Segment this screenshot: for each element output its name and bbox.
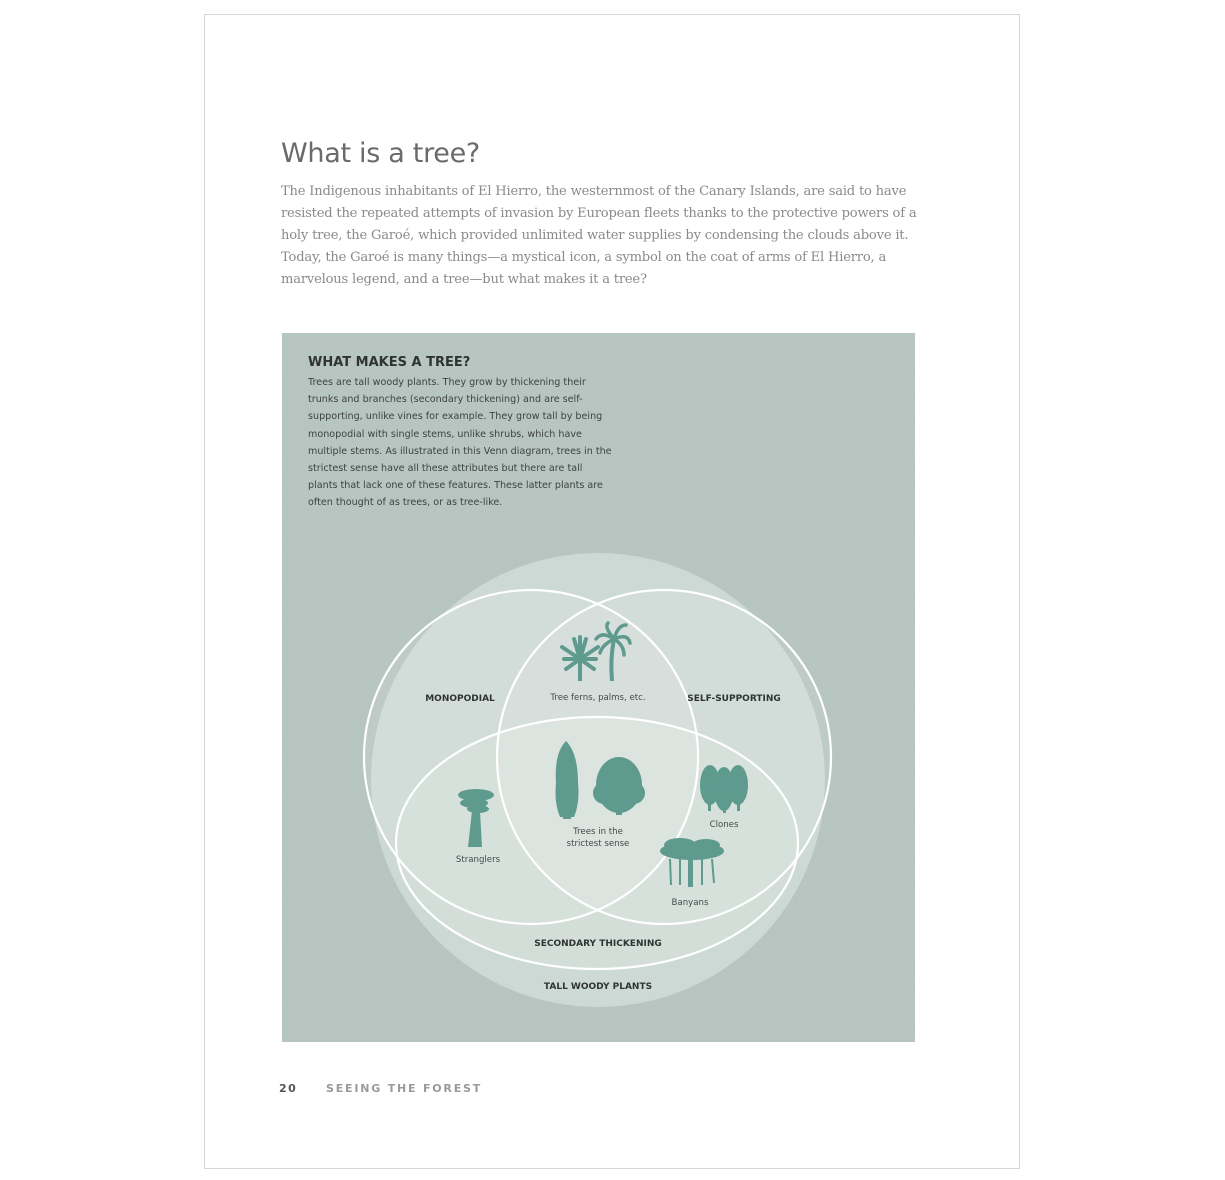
caption-strict-trees-line1: Trees in the [573, 827, 623, 837]
self-supporting-circle [497, 590, 831, 924]
figure-description: Trees are tall woody plants. They grow by thickening their trunks and branches (secondary thickening) and are self-supporting, unlike vines for example. They grow tall by being monopodial with single stems, unlike shrubs, which have multiple stems. As illustrated in this Venn diagram, trees in the strictest sense have all these attributes but there are tall plants that lack one of these features. These latter plants are often thought of as trees, or as tree-like. [308, 377, 612, 509]
page-title: What is a tree? [281, 138, 480, 169]
caption-tree-ferns-palms: Tree ferns, palms, etc. [550, 693, 646, 703]
label-tall-woody-plants: TALL WOODY PLANTS [543, 982, 653, 992]
running-footer: SEEING THE FOREST [326, 1082, 483, 1095]
label-monopodial: MONOPODIAL [425, 694, 495, 704]
caption-strict-trees-line2: strictest sense [566, 839, 630, 849]
caption-stranglers: Stranglers [455, 855, 501, 865]
intro-paragraph: The Indigenous inhabitants of El Hierro, the westernmost of the Canary Islands, are said to have resisted the repeated attempts of invasion by European fleets thanks to the protective powers of a holy tree, the Garoé, which provided unlimited water supplies by condensing the clouds above it. Today, the Garoé is many things—a mystical icon, a symbol on the coat of arms of El Hierro, a marvelous legend, and a tree—but what makes it a tree? [281, 184, 917, 287]
label-self-supporting: SELF-SUPPORTING [687, 694, 781, 704]
caption-banyans: Banyans [671, 898, 709, 908]
venn-diagram [282, 333, 915, 1042]
label-secondary-thickening: SECONDARY THICKENING [534, 939, 662, 949]
figure-heading: WHAT MAKES A TREE? [308, 355, 471, 370]
page-number: 20 [279, 1082, 298, 1095]
caption-clones: Clones [709, 820, 739, 830]
venn-figure [282, 333, 915, 1042]
